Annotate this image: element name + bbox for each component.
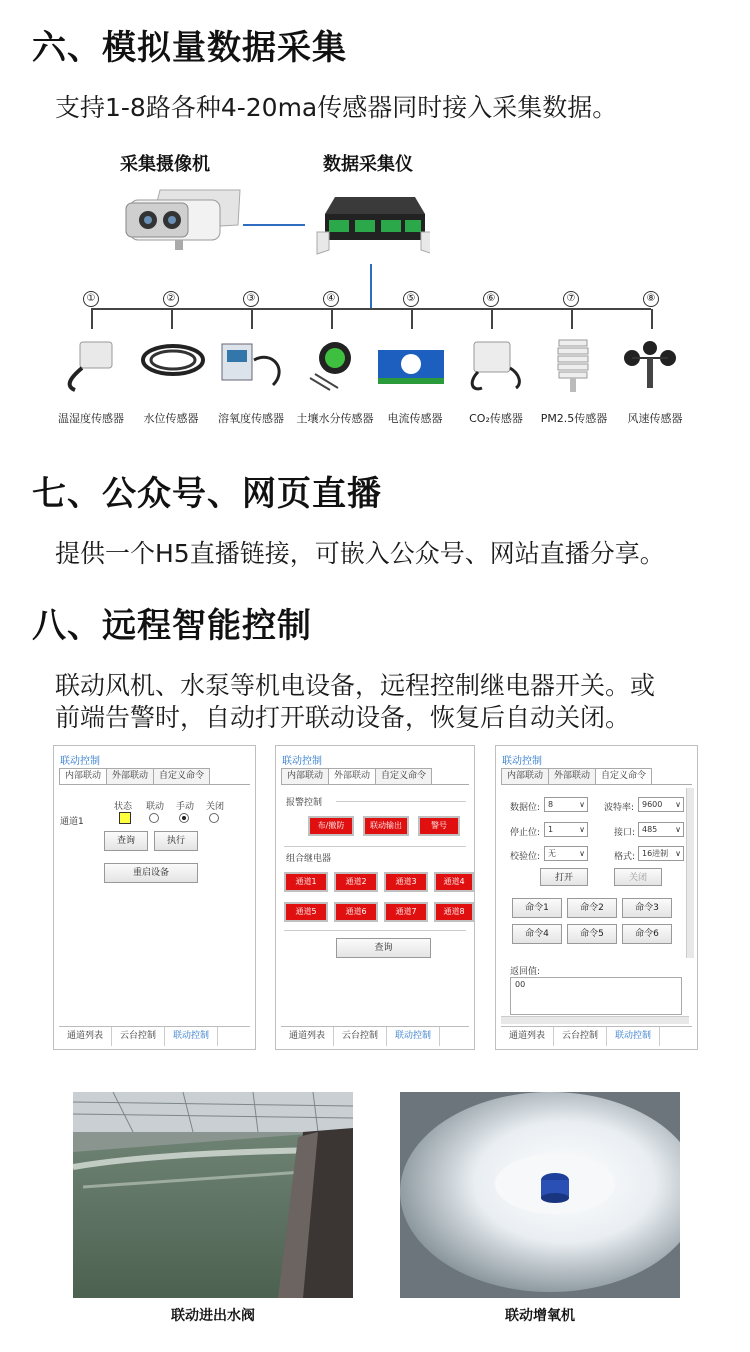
relay-channel-2[interactable]: 通道2 bbox=[334, 872, 378, 892]
drop-line bbox=[571, 309, 573, 329]
sensor-label: CO₂传感器 bbox=[469, 412, 523, 425]
format-label: 格式: bbox=[614, 852, 636, 862]
relay-channel-6[interactable]: 通道6 bbox=[334, 902, 378, 922]
relay-channel-3[interactable]: 通道3 bbox=[384, 872, 428, 892]
query-button[interactable]: 查询 bbox=[104, 831, 148, 851]
sensor-label: 风速传感器 bbox=[627, 412, 683, 425]
channel-number: ⑥ bbox=[483, 291, 499, 307]
command-2-button[interactable]: 命令2 bbox=[567, 898, 617, 918]
relay-channel-7[interactable]: 通道7 bbox=[384, 902, 428, 922]
channel-number: ③ bbox=[243, 291, 259, 307]
section7-desc: 提供一个H5直播链接，可嵌入公众号、网站直播分享。 bbox=[55, 539, 665, 568]
horizontal-scrollbar[interactable] bbox=[501, 1016, 689, 1024]
footer-ptz-control[interactable]: 云台控制 bbox=[334, 1027, 387, 1046]
wind-speed-sensor-image bbox=[620, 340, 680, 392]
camera-image bbox=[120, 185, 245, 250]
stopbits-label: 停止位: bbox=[510, 828, 541, 838]
footer-channel-list[interactable]: 通道列表 bbox=[59, 1027, 112, 1046]
drop-line bbox=[491, 309, 493, 329]
bus-drop-line bbox=[370, 264, 372, 309]
panel-title: 联动控制 bbox=[60, 756, 100, 767]
channel-number: ① bbox=[83, 291, 99, 307]
radio-manual[interactable] bbox=[179, 813, 189, 823]
command-6-button[interactable]: 命令6 bbox=[622, 924, 672, 944]
tab-internal[interactable]: 内部联动 bbox=[281, 768, 329, 784]
relay-channel-8[interactable]: 通道8 bbox=[434, 902, 474, 922]
port-select[interactable]: 485 ∨ bbox=[638, 822, 684, 837]
tab-internal[interactable]: 内部联动 bbox=[501, 768, 549, 784]
return-label: 返回值: bbox=[510, 967, 541, 977]
col-off: 关闭 bbox=[206, 802, 225, 812]
databits-label: 数据位: bbox=[510, 803, 541, 813]
control-panel-external bbox=[275, 745, 475, 1050]
panel-title: 联动控制 bbox=[502, 756, 542, 767]
arm-disarm-button[interactable]: 布/撤防 bbox=[308, 816, 354, 836]
drop-line bbox=[91, 309, 93, 329]
channel-number: ② bbox=[163, 291, 179, 307]
tab-external[interactable]: 外部联动 bbox=[548, 768, 596, 784]
tab-external[interactable]: 外部联动 bbox=[106, 768, 154, 784]
command-5-button[interactable]: 命令5 bbox=[567, 924, 617, 944]
parity-label: 校验位: bbox=[510, 852, 541, 862]
data-logger-image bbox=[315, 192, 430, 262]
section8-title: 八、远程智能控制 bbox=[32, 606, 312, 646]
tab-custom[interactable]: 自定义命令 bbox=[375, 768, 432, 784]
section6-desc: 支持1-8路各种4-20ma传感器同时接入采集数据。 bbox=[55, 93, 618, 122]
footer-channel-list[interactable]: 通道列表 bbox=[281, 1027, 334, 1046]
footer-linkage-control[interactable]: 联动控制 bbox=[607, 1027, 660, 1046]
tab-custom[interactable]: 自定义命令 bbox=[595, 768, 652, 784]
relay-channel-5[interactable]: 通道5 bbox=[284, 902, 328, 922]
control-panel-internal bbox=[53, 745, 256, 1050]
col-manual: 手动 bbox=[176, 802, 195, 812]
soil-moisture-sensor-image bbox=[300, 338, 365, 393]
databits-select[interactable]: 8 ∨ bbox=[544, 797, 588, 812]
baud-label: 波特率: bbox=[604, 803, 635, 813]
open-button[interactable]: 打开 bbox=[540, 868, 588, 886]
drop-line bbox=[331, 309, 333, 329]
sensor-label: 温湿度传感器 bbox=[58, 412, 124, 425]
execute-button[interactable]: 执行 bbox=[154, 831, 198, 851]
section6-title: 六、模拟量数据采集 bbox=[32, 28, 347, 68]
vertical-scrollbar[interactable] bbox=[686, 788, 694, 958]
alarm-group-label: 报警控制 bbox=[286, 798, 323, 808]
section7-title: 七、公众号、网页直播 bbox=[32, 474, 382, 514]
query-button[interactable]: 查询 bbox=[336, 938, 431, 958]
sensor-label: 土壤水分传感器 bbox=[296, 412, 374, 425]
command-3-button[interactable]: 命令3 bbox=[622, 898, 672, 918]
channel-number: ⑧ bbox=[643, 291, 659, 307]
link-line bbox=[243, 224, 305, 226]
radio-linkage[interactable] bbox=[149, 813, 159, 823]
channel-number: ⑤ bbox=[403, 291, 419, 307]
sensor-label: PM2.5传感器 bbox=[540, 412, 608, 425]
status-indicator bbox=[119, 812, 131, 824]
port-label: 接口: bbox=[614, 828, 636, 838]
parity-select[interactable]: 无 ∨ bbox=[544, 846, 588, 861]
tab-internal[interactable]: 内部联动 bbox=[59, 768, 107, 784]
col-status: 状态 bbox=[114, 802, 133, 812]
channel-label: 通道1 bbox=[60, 817, 84, 827]
linkage-output-button[interactable]: 联动输出 bbox=[363, 816, 409, 836]
section8-desc-line1: 联动风机、水泵等机电设备，远程控制继电器开关。或 bbox=[55, 671, 656, 700]
drop-line bbox=[651, 309, 653, 329]
current-sensor-image bbox=[376, 342, 446, 387]
format-select[interactable]: 16进制 ∨ bbox=[638, 846, 684, 861]
col-linkage: 联动 bbox=[146, 802, 165, 812]
section8-desc-line2: 前端告警时，自动打开联动设备，恢复后自动关闭。 bbox=[55, 703, 631, 732]
baud-select[interactable]: 9600 ∨ bbox=[638, 797, 684, 812]
radio-off[interactable] bbox=[209, 813, 219, 823]
drop-line bbox=[251, 309, 253, 329]
co2-sensor-image bbox=[460, 338, 525, 393]
water-valve-caption: 联动进出水阀 bbox=[171, 1308, 255, 1324]
logger-label: 数据采集仪 bbox=[323, 154, 413, 175]
humidity-sensor-image bbox=[60, 338, 120, 393]
sensor-label: 水位传感器 bbox=[143, 412, 199, 425]
sensor-label: 电流传感器 bbox=[387, 412, 443, 425]
tab-external[interactable]: 外部联动 bbox=[328, 768, 376, 784]
control-panel-custom bbox=[495, 745, 698, 1050]
channel-number: ⑦ bbox=[563, 291, 579, 307]
close-button[interactable]: 关闭 bbox=[614, 868, 662, 886]
aerator-caption: 联动增氧机 bbox=[505, 1308, 575, 1324]
channel-number: ④ bbox=[323, 291, 339, 307]
footer-linkage-control[interactable]: 联动控制 bbox=[165, 1027, 218, 1046]
aerator-photo bbox=[400, 1092, 680, 1298]
sensor-label: 溶氧度传感器 bbox=[218, 412, 284, 425]
bus-line bbox=[91, 308, 651, 310]
footer-channel-list[interactable]: 通道列表 bbox=[501, 1027, 554, 1046]
water-valve-photo bbox=[73, 1092, 353, 1298]
tab-custom[interactable]: 自定义命令 bbox=[153, 768, 210, 784]
command-1-button[interactable]: 命令1 bbox=[512, 898, 562, 918]
drop-line bbox=[411, 309, 413, 329]
alarm-siren-button[interactable]: 警号 bbox=[418, 816, 460, 836]
stopbits-select[interactable]: 1 ∨ bbox=[544, 822, 588, 837]
relay-group-label: 组合继电器 bbox=[286, 854, 332, 864]
relay-channel-1[interactable]: 通道1 bbox=[284, 872, 328, 892]
relay-channel-4[interactable]: 通道4 bbox=[434, 872, 474, 892]
return-value-box[interactable]: 00 bbox=[510, 977, 682, 1015]
command-4-button[interactable]: 命令4 bbox=[512, 924, 562, 944]
footer-linkage-control[interactable]: 联动控制 bbox=[387, 1027, 440, 1046]
drop-line bbox=[171, 309, 173, 329]
footer-ptz-control[interactable]: 云台控制 bbox=[554, 1027, 607, 1046]
camera-label: 采集摄像机 bbox=[120, 154, 210, 175]
pm25-sensor-image bbox=[553, 336, 593, 394]
footer-ptz-control[interactable]: 云台控制 bbox=[112, 1027, 165, 1046]
restart-device-button[interactable]: 重启设备 bbox=[104, 863, 198, 883]
water-level-sensor-image bbox=[138, 338, 208, 388]
panel-title: 联动控制 bbox=[282, 756, 322, 767]
dissolved-oxygen-sensor-image bbox=[218, 340, 288, 390]
